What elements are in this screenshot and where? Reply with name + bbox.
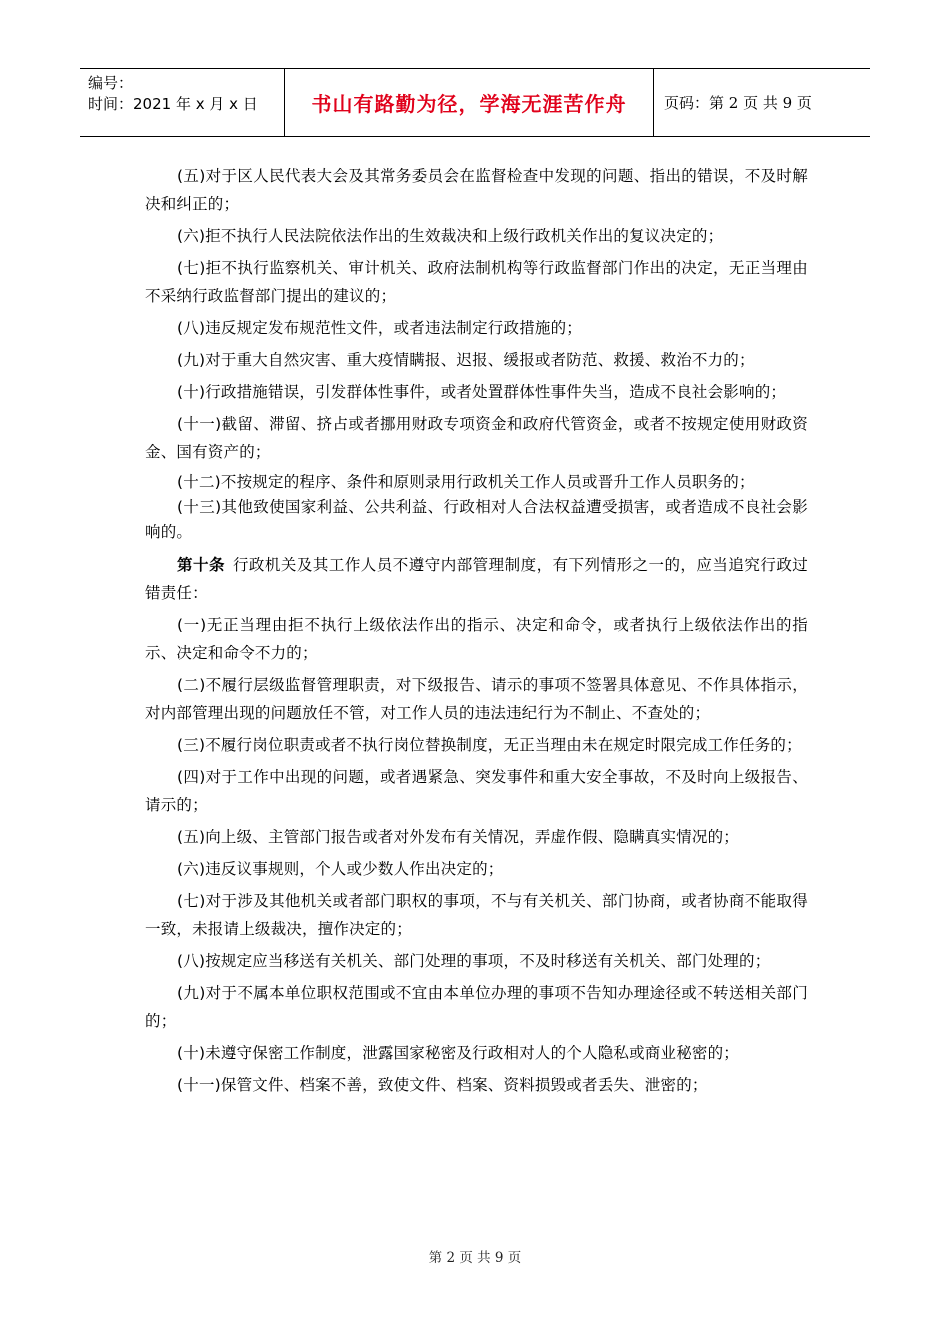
list-item: (五)向上级、主管部门报告或者对外发布有关情况，弄虚作假、隐瞒真实情况的； — [177, 828, 739, 846]
list-item: (二)不履行层级监督管理职责，对下级报告、请示的事项不签署具体意见、不作具体指示，对内部管理出现的问题放任不管，对工作人员的违法违纪行为不制止、不查处的； — [145, 676, 808, 722]
header-motto: 书山有路勤为径，学海无涯苦作舟 — [284, 69, 654, 136]
list-item: (十一)保管文件、档案不善，致使文件、档案、资料损毁或者丢失、泄密的； — [177, 1076, 708, 1094]
list-item: (一)无正当理由拒不执行上级依法作出的指示、决定和命令，或者执行上级依法作出的指示、决定和命令不力的； — [145, 616, 808, 662]
document-body — [145, 162, 808, 1103]
article-paragraph — [145, 551, 808, 607]
list-item: (六)违反议事规则，个人或少数人作出决定的； — [177, 860, 504, 878]
list-item: (八)违反规定发布规范性文件，或者违法制定行政措施的； — [177, 319, 582, 337]
list-item: (十三)其他致使国家利益、公共利益、行政相对人合法权益遭受损害，或者造成不良社会影响的。 — [145, 498, 808, 541]
list-item: (六)拒不执行人民法院依法作出的生效裁决和上级行政机关作出的复议决定的； — [177, 227, 724, 245]
list-item: (八)按规定应当移送有关机关、部门处理的事项，不及时移送有关机关、部门处理的； — [177, 952, 771, 970]
article-text: 行政机关及其工作人员不遵守内部管理制度，有下列情形之一的，应当追究行政过错责任： — [145, 556, 808, 602]
list-item: (九)对于不属本单位职权范围或不宜由本单位办理的事项不告知办理途径或不转送相关部门的； — [145, 984, 808, 1030]
page-header — [80, 68, 870, 137]
document-number-label: 编号： — [88, 74, 134, 92]
list-item: (十)未遵守保密工作制度，泄露国家秘密及行政相对人的个人隐私或商业秘密的； — [177, 1044, 739, 1062]
list-item: (九)对于重大自然灾害、重大疫情瞒报、迟报、缓报或者防范、救援、救治不力的； — [177, 351, 755, 369]
list-item: (十二)不按规定的程序、条件和原则录用行政机关工作人员或晋升工作人员职务的； — [177, 473, 755, 491]
header-page-number: 页码：第 2 页 共 9 页 — [664, 94, 812, 112]
list-item: (十)行政措施错误，引发群体性事件，或者处置群体性事件失当，造成不良社会影响的； — [177, 383, 787, 401]
list-item: (五)对于区人民代表大会及其常务委员会在监督检查中发现的问题、指出的错误，不及时解决和纠正的； — [145, 167, 808, 213]
article-number: 第十条 — [177, 555, 225, 574]
list-item: (七)对于涉及其他机关或者部门职权的事项，不与有关机关、部门协商，或者协商不能取得一致，未报请上级裁决，擅作决定的； — [145, 892, 808, 938]
list-item: (十一)截留、滞留、挤占或者挪用财政专项资金和政府代管资金，或者不按规定使用财政资金、国有资产的； — [145, 415, 808, 461]
document-time: 时间：2021 年 x 月 x 日 — [88, 95, 258, 113]
page-footer: 第 2 页 共 9 页 — [428, 1250, 522, 1266]
header-meta — [80, 69, 284, 136]
list-item: (四)对于工作中出现的问题，或者遇紧急、突发事件和重大安全事故，不及时向上级报告、请示的； — [145, 768, 808, 814]
list-item: (三)不履行岗位职责或者不执行岗位替换制度，无正当理由未在规定时限完成工作任务的； — [177, 736, 802, 754]
list-item: (七)拒不执行监察机关、审计机关、政府法制机构等行政监督部门作出的决定，无正当理由不采纳行政监督部门提出的建议的； — [145, 259, 808, 305]
